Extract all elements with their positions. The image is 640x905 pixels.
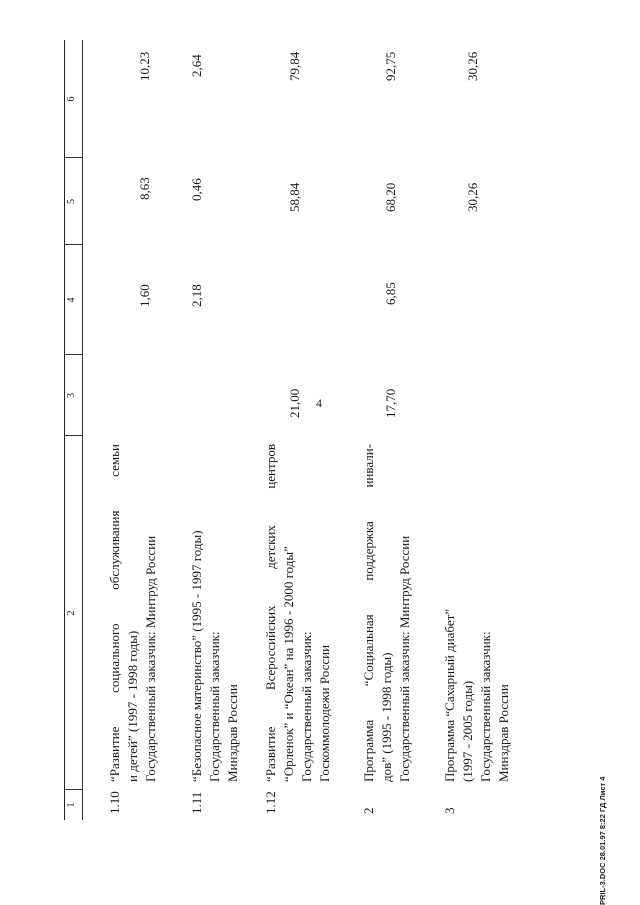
column-number-3: 3: [66, 393, 77, 398]
cell-col5: 58,84: [287, 182, 302, 212]
description-line: Минздрав России: [225, 684, 240, 782]
cell-col4: 6,85: [383, 282, 398, 305]
column-number-2: 2: [66, 610, 77, 616]
cell-col5: 0,46: [189, 178, 204, 201]
cell-col5: 8,63: [137, 177, 152, 200]
row-number: 1.11: [189, 791, 204, 814]
page-number: 4: [316, 396, 322, 410]
column-number-4: 4: [66, 297, 77, 303]
page-footer: PRIL-3.DOC 28.01.97 8:22 ГД Лист 4: [598, 776, 607, 905]
cell-col6: 92,75: [383, 51, 398, 81]
row-number: 3: [442, 807, 457, 814]
table-header-rule: [82, 40, 83, 820]
cell-col3: 17,70: [383, 388, 398, 418]
row-description: [188, 444, 242, 782]
description-line: Государственный заказчик:: [478, 631, 493, 782]
row-description: [262, 444, 334, 782]
description-line: и детей” (1997 - 1998 годы): [125, 630, 140, 782]
description-line: Программа “Сахарный диабет”: [442, 608, 457, 782]
row-number: 1.10: [107, 791, 122, 814]
cell-col4: 1,60: [137, 284, 152, 307]
rotated-table: [64, 40, 614, 820]
row-description: [441, 444, 513, 782]
description-line: Государственный заказчик:: [207, 631, 222, 782]
description-line: дов” (1995 - 1998 годы): [379, 652, 394, 782]
cell-col6: 79,84: [287, 51, 302, 81]
description-line: Государственный заказчик:: [299, 631, 314, 782]
description-line: Государственный заказчик: Минтруд России: [143, 535, 158, 782]
description-line: “Орленок” и “Океан” на 1996 - 2000 годы”: [281, 546, 296, 782]
cell-col6: 2,64: [189, 54, 204, 77]
row-description: [106, 444, 160, 782]
description-line: Государственный заказчик: Минтруд России: [397, 535, 412, 782]
description-line: Минздрав России: [496, 684, 511, 782]
column-number-6: 6: [66, 96, 77, 102]
row-description: [360, 444, 414, 782]
description-line: Госкоммолодежи России: [317, 644, 332, 782]
description-line: (1997 - 2005 годы): [460, 680, 475, 782]
cell-col3: 21,00: [287, 388, 302, 418]
column-number-5: 5: [66, 199, 77, 204]
cell-col5: 30,26: [465, 182, 480, 212]
description-line: “Развитие Всероссийских детских центров: [263, 444, 278, 782]
row-number: 2: [361, 807, 376, 814]
description-line: “Развитие социального обслуживания семьи: [107, 444, 122, 782]
cell-col6: 30,26: [465, 51, 480, 81]
cell-col4: 2,18: [189, 284, 204, 307]
row-number: 1.12: [263, 791, 278, 814]
description-line: Программа “Социальная поддержка инвали-: [361, 444, 376, 782]
cell-col5: 68,20: [383, 182, 398, 212]
cell-col6: 10,23: [137, 51, 152, 81]
description-line: “Безопасное материнство” (1995 - 1997 годы): [189, 530, 204, 782]
column-number-1: 1: [66, 802, 77, 808]
